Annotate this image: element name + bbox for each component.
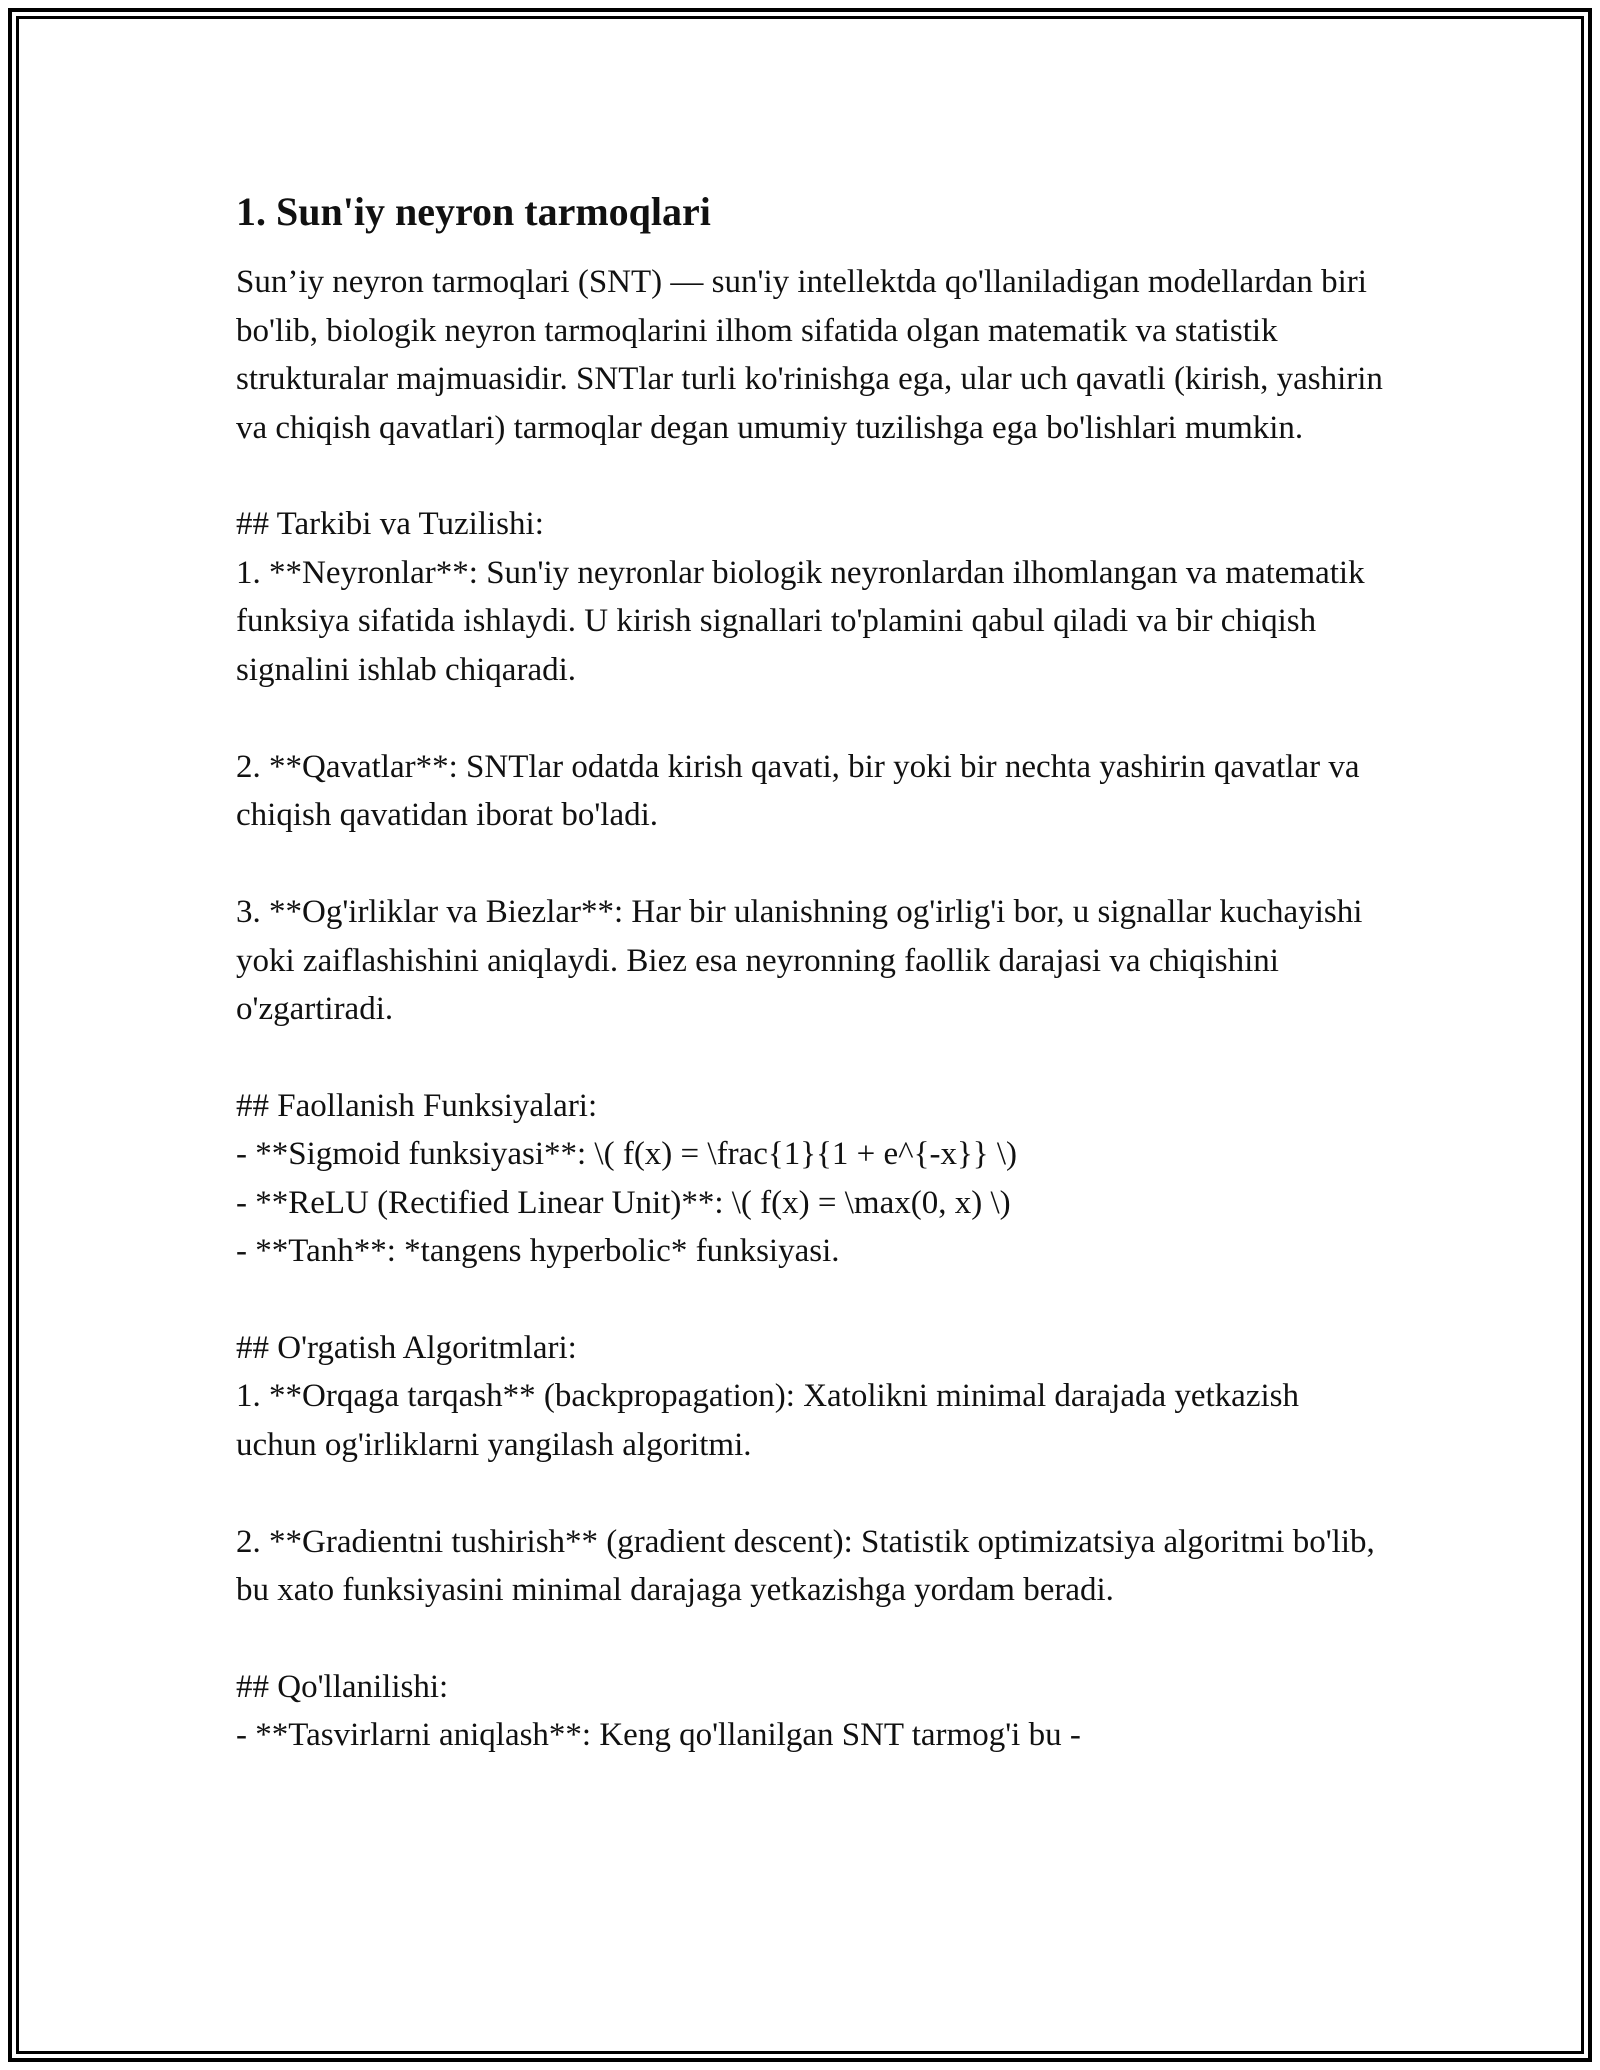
training-heading: ## O'rgatish Algoritmlari: — [236, 1329, 577, 1366]
training-item-backprop: 1. **Orqaga tarqash** (backpropagation): Xatolikni minimal darajada yetkazish uchun og'irliklarni yangilash algoritmi. — [236, 1378, 1299, 1463]
applications-heading: ## Qo'llanilishi: — [236, 1668, 449, 1705]
activation-heading: ## Faollanish Funksiyalari: — [236, 1087, 598, 1124]
structure-item-layers: 2. **Qavatlar**: SNTlar odatda kirish qavati, bir yoki bir nechta yashirin qavatlar va chiqish qavatidan iborat bo'ladi. — [236, 748, 1360, 833]
structure-item-neurons: 1. **Neyronlar**: Sun'iy neyronlar biologik neyronlardan ilhomlangan va matematik funksiya sifatida ishlaydi. U kirish signallari to'plamini qabul qiladi va bir chiqish signalini ishlab chiqaradi. — [236, 554, 1365, 688]
activation-item-tanh: - **Tanh**: *tangens hyperbolic* funksiyasi. — [236, 1233, 840, 1269]
activation-item-sigmoid: - **Sigmoid funksiyasi**: \( f(x) = \frac{1}{1 + e^{-x}} \) — [236, 1136, 1018, 1172]
structure-heading: ## Tarkibi va Tuzilishi: — [236, 506, 544, 542]
intro-paragraph: Sun’iy neyron tarmoqlari (SNT) — sun'iy intellektda qo'llaniladigan modellardan biri bo'lib, biologik neyron tarmoqlarini ilhom sifatida olgan matematik va statistik strukturalar majmuasidir. SNTlar turli ko'rinishga ega, ular uch qavatli (kirish, yashirin va chiqish qavatlari) tarmoqlar degan umumiy tuzilishga ega bo'lishlari mumkin. — [236, 264, 1383, 446]
training-section — [236, 1324, 1386, 1615]
structure-section — [236, 500, 1386, 1034]
document-title: 1. Sun'iy neyron tarmoqlari — [236, 189, 711, 234]
training-item-gradient-descent: 2. **Gradientni tushirish** (gradient descent): Statistik optimizatsiya algoritmi bo'lib, bu xato funksiyasini minimal darajaga yetkazishga yordam beradi. — [236, 1523, 1375, 1608]
activation-section — [236, 1082, 1386, 1276]
applications-section — [236, 1663, 1386, 1760]
applications-item-image-recognition: - **Tasvirlarni aniqlash**: Keng qo'llanilgan SNT tarmog'i bu - — [236, 1717, 1081, 1753]
structure-item-weights-biases: 3. **Og'irliklar va Biezlar**: Har bir ulanishning og'irlig'i bor, u signallar kuchayishi yoki zaiflashishini aniqlaydi. Biez esa neyronning faollik darajasi va chiqishini o'zgartiradi. — [236, 894, 1363, 1027]
document-body — [236, 186, 1386, 1760]
activation-item-relu: - **ReLU (Rectified Linear Unit)**: \( f(x) = \max(0, x) \) — [236, 1184, 1011, 1221]
